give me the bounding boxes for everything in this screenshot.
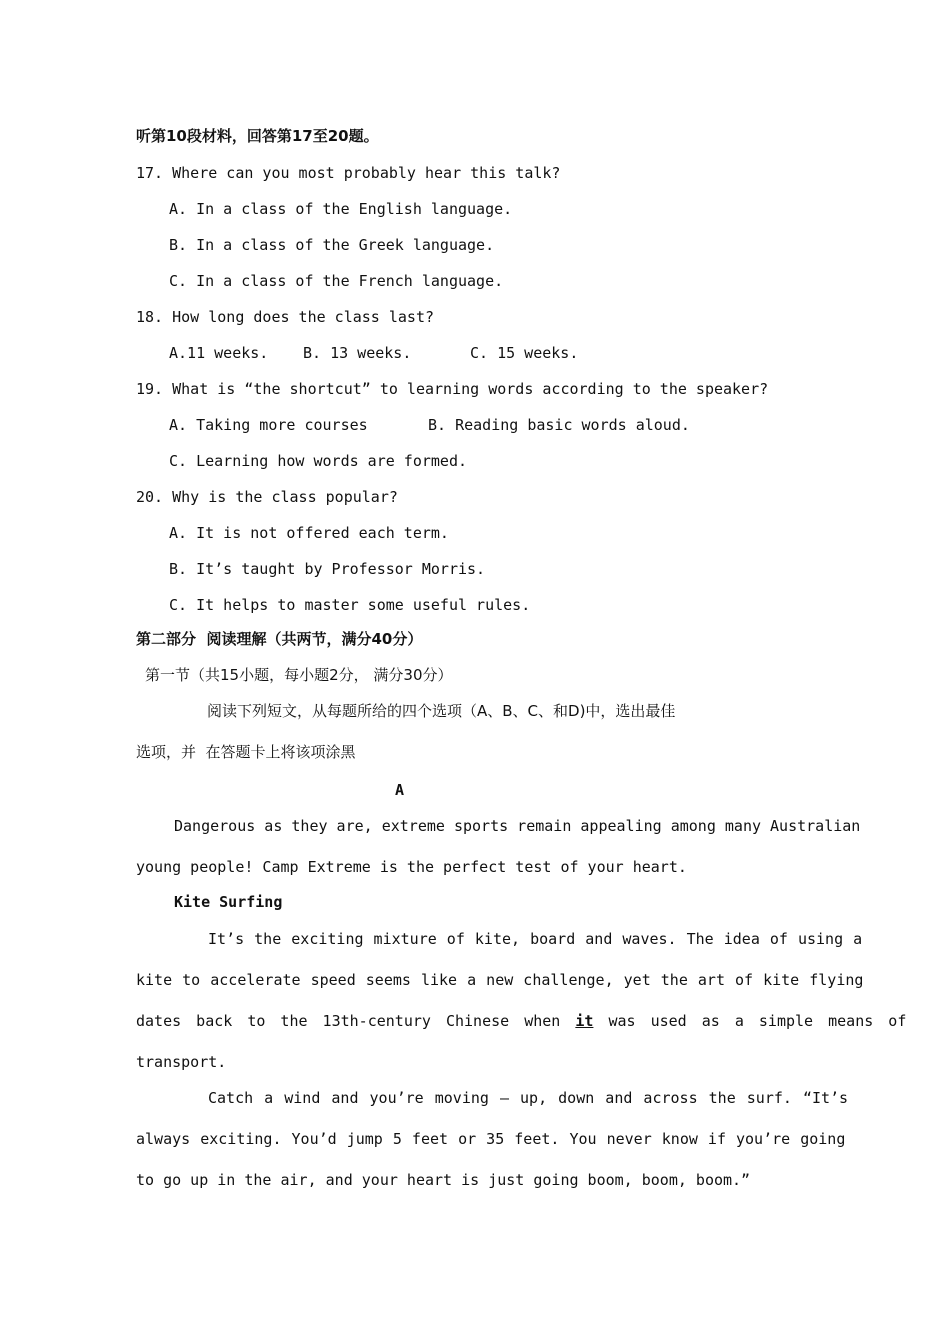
question-17-option-a: A. In a class of the English language. bbox=[169, 200, 513, 218]
question-17-option-b: B. In a class of the Greek language. bbox=[169, 236, 495, 254]
passage-subheading: Kite Surfing bbox=[174, 893, 283, 911]
question-17-option-c: C. In a class of the French language. bbox=[169, 272, 504, 290]
paragraph-2-line-2: always exciting. You’d jump 5 feet or 35 feet. You never know if you’re going bbox=[136, 1130, 846, 1148]
question-18-stem: 18. How long does the class last? bbox=[136, 308, 435, 326]
paragraph-1-line-3-start: dates back to the 13th-century Chinese when bbox=[136, 1012, 561, 1030]
question-20-option-a: A. It is not offered each term. bbox=[169, 524, 449, 542]
passage-label: A bbox=[395, 781, 405, 799]
paragraph-1-line-3-end: was used as a simple means of bbox=[608, 1012, 907, 1030]
reading-section-heading: 第一节（共15小题，每小题2分， 满分30分） bbox=[145, 666, 453, 684]
paragraph-1-line-1: It’s the exciting mixture of kite, board and waves. The idea of using a bbox=[208, 930, 863, 948]
question-19-option-b: B. Reading basic words aloud. bbox=[428, 416, 690, 434]
question-17-stem: 17. Where can you most probably hear this talk? bbox=[136, 164, 561, 182]
paragraph-2-line-1: Catch a wind and you’re moving — up, down and across the surf. “It’s bbox=[208, 1089, 849, 1107]
reading-instruction-line-1: 阅读下列短文，从每题所给的四个选项（A、B、C、和D)中，选出最佳 bbox=[207, 702, 676, 720]
question-18-option-a: A.11 weeks. bbox=[169, 344, 269, 362]
question-18-option-b: B. 13 weeks. bbox=[303, 344, 412, 362]
underlined-word-it: it bbox=[575, 1012, 594, 1030]
paragraph-1-line-2: kite to accelerate speed seems like a new challenge, yet the art of kite flying bbox=[136, 971, 864, 989]
paragraph-1-line-3 bbox=[136, 1011, 906, 1031]
passage-intro-line-2: young people! Camp Extreme is the perfect test of your heart. bbox=[136, 858, 687, 876]
question-19-option-c: C. Learning how words are formed. bbox=[169, 452, 468, 470]
reading-part-heading: 第二部分 阅读理解（共两节，满分40分） bbox=[136, 630, 423, 648]
paragraph-2-line-3: to go up in the air, and your heart is just going boom, boom, boom.” bbox=[136, 1171, 751, 1189]
question-20-stem: 20. Why is the class popular? bbox=[136, 488, 398, 506]
question-18-option-c: C. 15 weeks. bbox=[470, 344, 579, 362]
listening-heading: 听第10段材料，回答第17至20题。 bbox=[136, 127, 379, 145]
paragraph-1-line-4: transport. bbox=[136, 1053, 227, 1071]
passage-intro-line-1: Dangerous as they are, extreme sports remain appealing among many Australian bbox=[174, 817, 861, 835]
question-19-stem: 19. What is “the shortcut” to learning words according to the speaker? bbox=[136, 380, 769, 398]
question-20-option-c: C. It helps to master some useful rules. bbox=[169, 596, 531, 614]
question-20-option-b: B. It’s taught by Professor Morris. bbox=[169, 560, 486, 578]
question-19-option-a: A. Taking more courses bbox=[169, 416, 368, 434]
reading-instruction-line-2: 选项，并 在答题卡上将该项涂黑 bbox=[136, 743, 356, 761]
